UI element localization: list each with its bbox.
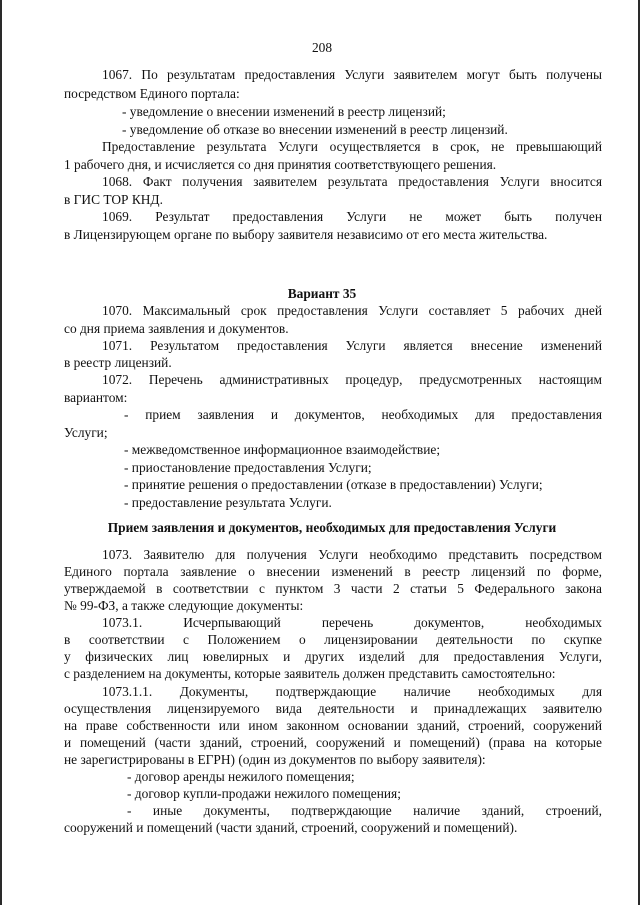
- paragraph-1073-1-1-line-5: не зарегистрированы в ЕГРН) (один из документов по выбору заявителя):: [64, 752, 486, 767]
- paragraph-1067-line-2: посредством Единого портала:: [64, 86, 240, 101]
- paragraph-1071-line-1: 1071. Результатом предоставления Услуги является внесение изменений: [102, 338, 602, 353]
- list-item: - уведомление о внесении изменений в реестр лицензий;: [122, 104, 446, 119]
- list-item: - уведомление об отказе во внесении изменений в реестр лицензий.: [122, 122, 508, 137]
- paragraph-1073-1-line-1: 1073.1. Исчерпывающий перечень документов, необходимых: [102, 615, 602, 630]
- paragraph-1070-line-1: 1070. Максимальный срок предоставления Услуги составляет 5 рабочих дней: [102, 303, 602, 318]
- list-item: - прием заявления и документов, необходимых для предоставления: [124, 407, 602, 422]
- paragraph-1073-line-3: утверждаемой в соответствии с пунктом 3 части 2 статьи 5 Федерального закона: [64, 581, 602, 596]
- paragraph-line: Предоставление результата Услуги осуществляется в срок, не превышающий: [102, 139, 602, 154]
- paragraph-1073-1-line-3: у физических лиц ювелирных и других изделий для предоставления Услуги,: [64, 649, 602, 664]
- paragraph-1068-line-1: 1068. Факт получения заявителем результата предоставления Услуги вносится: [102, 174, 602, 189]
- paragraph-1073-line-1: 1073. Заявителю для получения Услуги необходимо представить посредством: [102, 547, 602, 562]
- list-item: - договор купли-продажи нежилого помещения;: [127, 786, 401, 801]
- variant-heading: Вариант 35: [287, 286, 357, 301]
- paragraph-1069-line-2: в Лицензирующем органе по выбору заявителя независимо от его места жительства.: [64, 227, 548, 242]
- list-item: - договор аренды нежилого помещения;: [127, 769, 355, 784]
- page-number: 208: [311, 40, 333, 55]
- paragraph-1071-line-2: в реестр лицензий.: [64, 355, 172, 370]
- list-item-continuation: Услуги;: [64, 425, 108, 440]
- list-item: - межведомственное информационное взаимодействие;: [124, 442, 441, 457]
- paragraph-line: 1 рабочего дня, и исчисляется со дня принятия соответствующего решения.: [64, 157, 497, 172]
- paragraph-1067-line-1: 1067. По результатам предоставления Услуги заявителем могут быть получены: [102, 67, 602, 82]
- paragraph-1073-1-line-4: с разделением на документы, которые заявитель должен представить самостоятельно:: [64, 666, 556, 681]
- paragraph-1070-line-2: со дня приема заявления и документов.: [64, 321, 289, 336]
- paragraph-1073-1-1-line-1: 1073.1.1. Документы, подтверждающие наличие необходимых для: [102, 684, 602, 699]
- paragraph-1073-line-4: № 99-ФЗ, а также следующие документы:: [64, 598, 304, 613]
- paragraph-1073-line-2: Единого портала заявление о внесении изменений в реестр лицензий по форме,: [64, 564, 602, 579]
- list-item: - предоставление результата Услуги.: [124, 495, 332, 510]
- paragraph-1073-1-1-line-4: и помещений (части зданий, строений, сооружений и помещений) (права на которые: [64, 735, 602, 750]
- paragraph-1073-1-line-2: в соответствии с Положением о лицензировании деятельности по скупке: [64, 632, 602, 647]
- section-heading: Прием заявления и документов, необходимых для предоставления Услуги: [107, 520, 557, 535]
- paragraph-1068-line-2: в ГИС ТОР КНД.: [64, 192, 163, 207]
- list-item: - приостановление предоставления Услуги;: [124, 460, 372, 475]
- paragraph-1072-line-2: вариантом:: [64, 390, 128, 405]
- paragraph-1073-1-1-line-2: осуществления лицензируемого вида деятельности и принадлежащих заявителю: [64, 701, 602, 716]
- list-item-continuation: сооружений и помещений (части зданий, строений, сооружений и помещений).: [64, 820, 518, 835]
- list-item: - иные документы, подтверждающие наличие зданий, строений,: [127, 803, 602, 818]
- paragraph-1072-line-1: 1072. Перечень административных процедур, предусмотренных настоящим: [102, 372, 602, 387]
- paragraph-1073-1-1-line-3: на праве собственности или ином законном основании зданий, строений, сооружений: [64, 718, 602, 733]
- list-item: - принятие решения о предоставлении (отказе в предоставлении) Услуги;: [124, 477, 543, 492]
- paragraph-1069-line-1: 1069. Результат предоставления Услуги не может быть получен: [102, 209, 602, 224]
